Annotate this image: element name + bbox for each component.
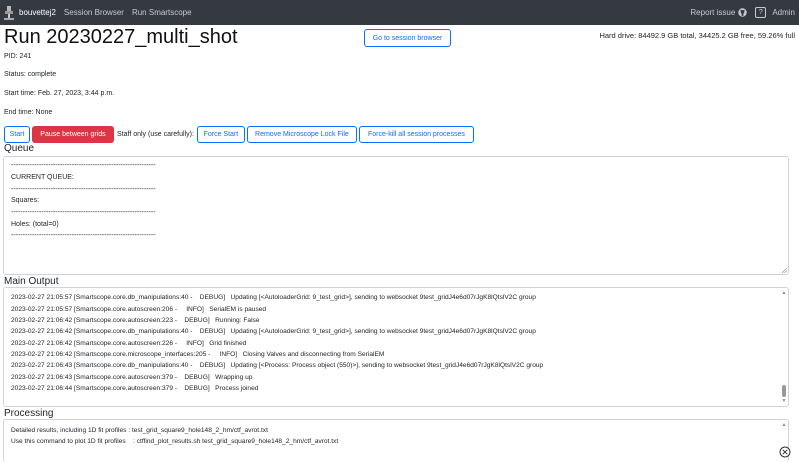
resize-handle-icon[interactable]	[781, 267, 787, 273]
status-text: Status: complete	[4, 71, 57, 78]
queue-panel[interactable]	[3, 156, 789, 275]
top-navbar	[0, 0, 799, 25]
report-issue-link[interactable]: Report issue	[690, 8, 736, 17]
scroll-up-icon[interactable]: ▲	[781, 422, 787, 428]
queue-line: --------------------------------------------------------------	[11, 209, 156, 216]
log-line: 2023-02-27 21:06:42 [Smartscope.core.autoscreen:226 - INFO] Grid finished	[11, 340, 247, 347]
hard-drive-status: Hard drive: 84492.9 GB total, 34425.2 GB free, 59.26% full	[599, 31, 795, 40]
nav-link-session-browser[interactable]: Session Browser	[63, 8, 124, 17]
admin-link[interactable]: Admin	[772, 8, 795, 17]
remove-lock-file-button[interactable]: Remove Microscope Lock File	[247, 126, 357, 143]
processing-title: Processing	[4, 408, 54, 419]
go-to-session-browser-button[interactable]: Go to session browser	[364, 29, 451, 47]
main-output-scrollbar[interactable]	[781, 290, 787, 404]
smartscope-logo-icon	[2, 5, 16, 21]
pause-between-grids-button[interactable]: Pause between grids	[32, 126, 114, 143]
main-output-panel[interactable]	[3, 287, 789, 407]
staff-only-label: Staff only (use carefully):	[117, 130, 194, 138]
scroll-thumb[interactable]	[782, 385, 786, 397]
log-line: 2023-02-27 21:06:43 [Smartscope.core.autoscreen:379 - DEBUG] Wrapping up	[11, 374, 253, 381]
force-kill-button[interactable]: Force-kill all session processes	[359, 126, 474, 143]
brand[interactable]	[2, 5, 56, 21]
control-button-row	[4, 125, 476, 143]
github-icon[interactable]	[738, 8, 747, 17]
queue-line: Squares:	[11, 197, 40, 204]
help-button[interactable]: ?	[755, 7, 766, 18]
nav-link-run-smartscope[interactable]: Run Smartscope	[131, 8, 192, 17]
processing-panel[interactable]	[3, 419, 789, 462]
queue-line: --------------------------------------------------------------	[11, 232, 156, 239]
queue-line: --------------------------------------------------------------	[11, 186, 156, 193]
start-button[interactable]: Start	[4, 126, 30, 143]
brand-text: bouvettej2	[19, 8, 56, 17]
log-line: 2023-02-27 21:06:42 [Smartscope.core.autoscreen:223 - DEBUG] Running: False	[11, 317, 260, 324]
log-line: 2023-02-27 21:06:44 [Smartscope.core.autoscreen:379 - DEBUG] Process joined	[11, 385, 259, 392]
log-line: 2023-02-27 21:06:43 [Smartscope.core.db_manipulations:40 - DEBUG] Updating [<Process: Process object (550)>], sending to websocket 9test_gridJ4e6d07rJgK8lQtslV2C group	[11, 362, 544, 369]
scroll-down-icon[interactable]: ▼	[781, 398, 787, 404]
force-start-button[interactable]: Force Start	[197, 126, 245, 143]
log-line: 2023-02-27 21:06:42 [Smartscope.core.db_manipulations:40 - DEBUG] Updating [<AutoloaderGrid: 9_test_grid>], sending to websocket 9test_gridJ4e6d07rJgK8lQtslV2C group	[11, 328, 536, 335]
end-time-text: End time: None	[4, 109, 53, 116]
log-line: Use this command to plot 1D fit profiles : ctffind_plot_results.sh test_grid_square9_hole148_2_hm/ctf_avrot.txt	[11, 438, 339, 445]
log-line: 2023-02-27 21:05:57 [Smartscope.core.db_manipulations:40 - DEBUG] Updating [<AutoloaderGrid: 9_test_grid>], sending to websocket 9test_gridJ4e6d07rJgK8lQtslV2C group	[11, 294, 536, 301]
log-line: Detailed results, including 1D fit profiles : test_grid_square9_hole148_2_hm/ctf_avrot.txt	[11, 427, 268, 434]
nav-right	[684, 0, 795, 25]
main-output-title: Main Output	[4, 276, 59, 287]
queue-line: --------------------------------------------------------------	[11, 162, 156, 169]
pid-text: PID: 241	[4, 53, 32, 60]
log-line: 2023-02-27 21:05:57 [Smartscope.core.autoscreen:206 - INFO] SerialEM is paused	[11, 306, 267, 313]
queue-line: CURRENT QUEUE:	[11, 174, 74, 181]
scroll-up-icon[interactable]: ▲	[781, 290, 787, 296]
queue-title: Queue	[4, 143, 35, 154]
log-line: 2023-02-27 21:06:42 [Smartscope.core.microscope_interfaces:205 - INFO] Closing Valves and disconnecting from SerialEM	[11, 351, 385, 358]
page-title: Run 20230227_multi_shot	[4, 26, 238, 48]
close-circle-icon[interactable]	[779, 446, 791, 458]
start-time-text: Start time: Feb. 27, 2023, 3:44 p.m.	[4, 90, 115, 97]
queue-line: Holes: (total=0)	[11, 221, 59, 228]
